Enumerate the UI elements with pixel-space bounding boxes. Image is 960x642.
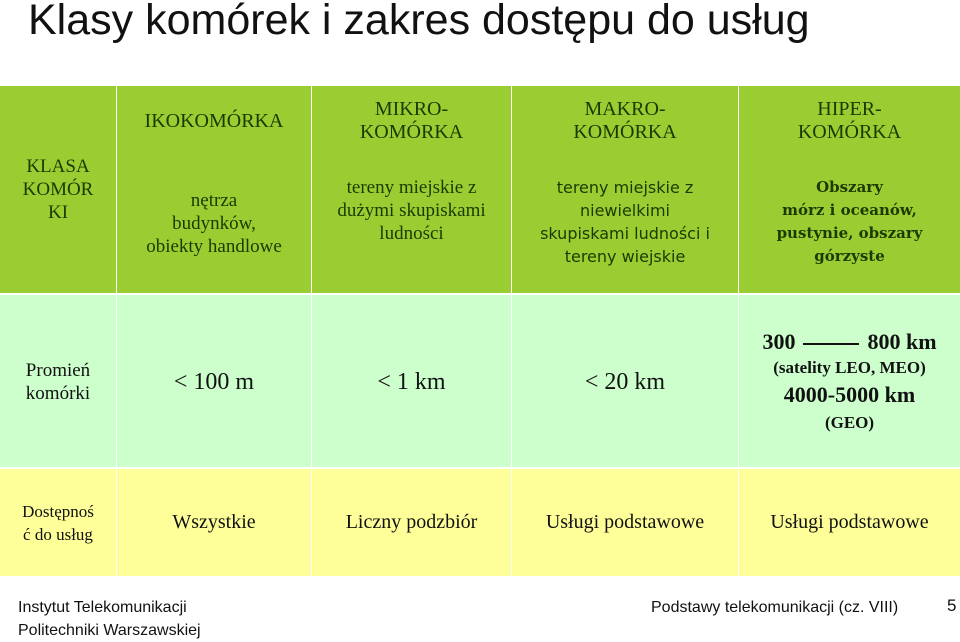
class-desc: tereny miejskie z dużymi skupiskami ludności [337,177,486,244]
class-cell-ikro: IKOKOMÓRKA nętrza budynków, obiekty handlowe [117,86,312,293]
class-desc: nętrza budynków, obiekty handlowe [146,190,282,257]
access-ikro: Wszystkie [117,469,312,576]
range-dash [803,343,859,345]
radius-row [0,293,960,469]
table-header-row [0,86,960,293]
radius-hiper: 300 800 km (satelity LEO, MEO) 4000-5000 km (GEO) [762,329,937,432]
radius-makro: < 20 km [512,295,739,469]
access-label-cell: Dostępnoś ć do usług [0,469,117,576]
class-cell-makro: MAKRO- KOMÓRKA tereny miejskie z niewielkimi skupiskami ludności i tereny wiejskie [512,86,739,293]
class-desc: Obszary mórz i oceanów, pustynie, obszary górzyste [776,178,923,265]
class-cell-mikro: MIKRO- KOMÓRKA tereny miejskie z dużymi skupiskami ludności [312,86,512,293]
access-row [0,467,960,576]
header-label-cell: KLASA KOMÓR KI [0,86,117,293]
access-makro: Usługi podstawowe [512,469,739,576]
footer-course: Podstawy telekomunikacji (cz. VIII) [651,599,899,616]
radius-ikro: < 100 m [117,295,312,469]
radius-label-cell: Promień komórki [0,295,117,469]
slide-title: Klasy komórek i zakres dostępu do usług [28,0,810,44]
access-hiper: Usługi podstawowe [770,511,929,533]
class-cell-hiper: HIPER- KOMÓRKA Obszary mórz i oceanów, pustynie, obszary górzyste [739,86,960,293]
cell-class-table [0,86,960,574]
radius-mikro: < 1 km [312,295,512,469]
page-number: 5 [947,596,957,615]
footer-institution: Instytut Telekomunikacji Politechniki Warszawskiej [18,599,201,639]
access-mikro: Liczny podzbiór [312,469,512,576]
class-desc: tereny miejskie z niewielkimi skupiskami ludności i tereny wiejskie [540,178,710,266]
